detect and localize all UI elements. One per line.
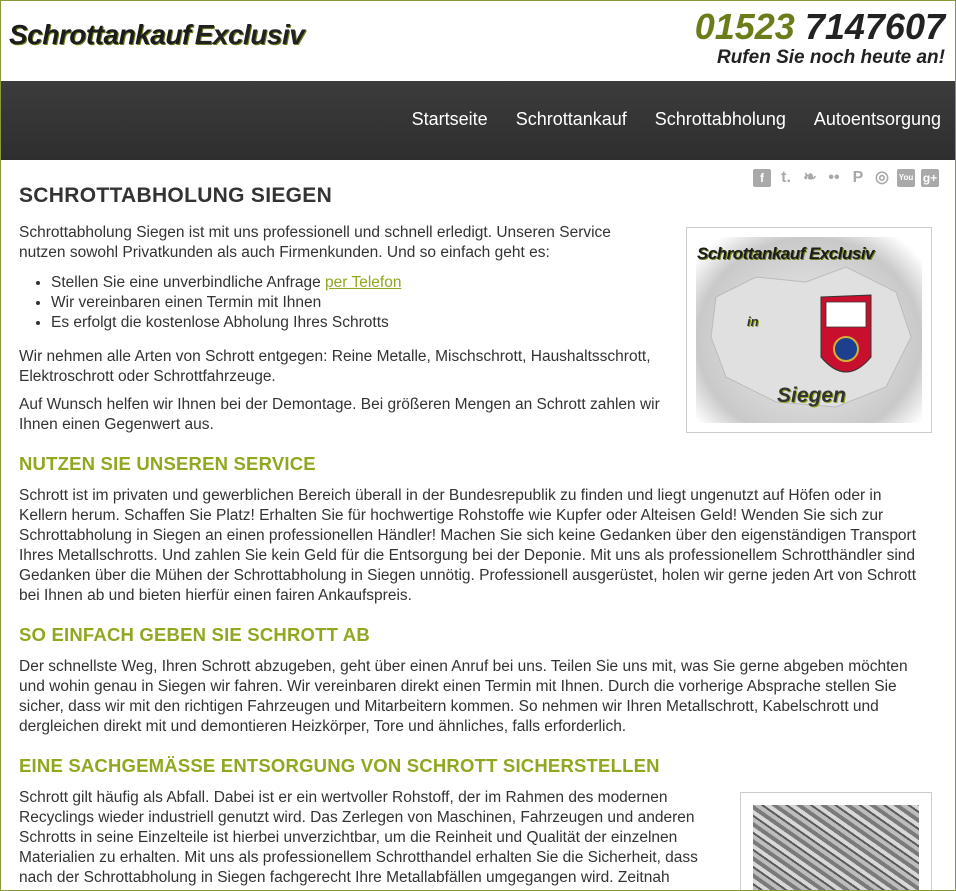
nav-item-autoentsorgung[interactable]: Autoentsorgung — [813, 109, 941, 129]
facebook-icon[interactable]: f — [753, 169, 771, 187]
einfach-text: Der schnellste Weg, Ihren Schrott abzugeben, geht über einen Anruf bei uns. Teilen Sie uns mit, was Sie gerne abgeben möchten und wohin genau in Siegen wir fahren. Wir vereinbaren direkt einen Termin mit Ihnen. Durch die vorherige Absprache stellen Sie sicher, dass wir mit den richtigen Fahrzeugen und Mitarbeitern kommen. So nehmen wir Ihren Metallschrott, Kabelschrott und dergleichen direkt mit und demontieren Heizkörper, Tore und ähnliches, falls erforderlich. — [19, 658, 908, 735]
list-item — [51, 273, 401, 293]
heading-service: NUTZEN SIE UNSEREN SERVICE — [19, 453, 316, 474]
image-siegen: Siegen — [777, 384, 846, 407]
scrap-metal-image — [740, 792, 932, 891]
pinterest-icon[interactable]: P — [852, 169, 864, 186]
site-logo[interactable] — [9, 19, 304, 51]
service-text: Schrott ist im privaten und gewerblichen Bereich überall in der Bundesrepublik zu finden und liegt ungenutzt auf Höfen oder in Kellern herum. Schaffen Sie Platz! Erhalten Sie für hochwertige Rohstoffe wie Kupfer oder Alteisen Geld! Wenden Sie sich zur Schrottabholung in Siegen an einen professionellen Händler! Machen Sie sich keine Gedanken über den eigenständigen Transport Ihres Metallschrotts. Und zahlen Sie kein Geld für die Entsorgung bei der Deponie. Mit uns als professionellem Schrotthändler sind Gedanken über die Mühen der Schrottabholung in Siegen unnötig. Professionell ausgerüstet, holen wir gerne jeden Art von Schrott bei Ihnen ab und bieten hierfür einen fairen Ankaufspreis. — [19, 487, 917, 604]
header — [1, 1, 955, 81]
logo-word1: Schrottankauf — [9, 19, 191, 50]
image-in: in — [747, 314, 759, 329]
demontage-text: Auf Wunsch helfen wir Ihnen bei der Demontage. Bei größeren Mengen an Schrott zahlen wir Ihnen einen Gegenwert aus. — [19, 396, 660, 433]
image-title: Schrottankauf Exclusiv — [697, 244, 875, 263]
list-item: • Es erfolgt die kostenlose Abholung Ihres Schrotts — [51, 313, 401, 333]
heading-entsorgung: EINE SACHGEMÄSSE ENTSORGUNG VON SCHROTT SICHERSTELLEN — [19, 755, 660, 776]
phone-main: 7147607 — [804, 6, 945, 47]
nav-item-schrottankauf[interactable]: Schrottankauf — [515, 109, 627, 129]
steps-list — [19, 273, 401, 333]
entsorgung-text: Schrott gilt häufig als Abfall. Dabei ist er ein wertvoller Rohstoff, der im Rahmen des modernen Recyclings wieder industriell genutzt wird. Das Zerlegen von Maschinen, Fahrzeugen und anderen Schrotts in seine Einzelteile ist hierbei unverzichtbar, um die Reinheit und Qualität der einzelnen Materialien zu erhalten. Mit uns als professionellem Schrotthandel erhalten Sie die Sicherheit, dass nach der Schrottabholung in Siegen fachgerecht Ihre Metallabfällen umgegangen wird. Zeitnah — [19, 789, 698, 886]
phone-number[interactable] — [695, 7, 945, 47]
siegen-map-image — [686, 227, 932, 433]
social-icons — [753, 169, 939, 187]
page-title: SCHROTTABHOLUNG SIEGEN — [19, 184, 333, 207]
heading-einfach: SO EINFACH GEBEN SIE SCHROTT AB — [19, 624, 370, 645]
main-nav — [1, 81, 955, 160]
nav-item-startseite[interactable]: Startseite — [411, 109, 488, 129]
dribbble-icon[interactable]: ◎ — [875, 169, 889, 186]
step1-text: Stellen Sie eine unverbindliche Anfrage — [51, 274, 326, 291]
youtube-icon[interactable]: You — [897, 169, 915, 187]
schrott-types-text: Wir nehmen alle Arten von Schrott entgegen: Reine Metalle, Mischschrott, Haushaltsschrott, Elektroschrott oder Schrottfahrzeuge. — [19, 348, 651, 385]
phone-prefix: 01523 — [694, 6, 795, 47]
phone-subtitle: Rufen Sie noch heute an! — [716, 47, 945, 68]
tumblr-icon[interactable]: t. — [781, 169, 791, 186]
scrap-photo — [753, 805, 919, 891]
nav-item-schrottabholung[interactable]: Schrottabholung — [654, 109, 786, 129]
flickr-icon[interactable]: •• — [828, 169, 840, 186]
phone-block — [695, 7, 945, 69]
googleplus-icon[interactable]: g+ — [922, 171, 938, 185]
telefon-link[interactable]: per Telefon — [325, 274, 402, 291]
intro-text: Schrottabholung Siegen ist mit uns professionell und schnell erledigt. Unseren Service nutzen sowohl Privatkunden als auch Firmenkunden. Und so einfach geht es: — [19, 224, 611, 261]
list-item: • Wir vereinbaren einen Termin mit Ihnen — [51, 293, 401, 313]
logo-word2: Exclusiv — [194, 19, 305, 50]
twitter-icon[interactable]: ❧ — [803, 169, 817, 186]
